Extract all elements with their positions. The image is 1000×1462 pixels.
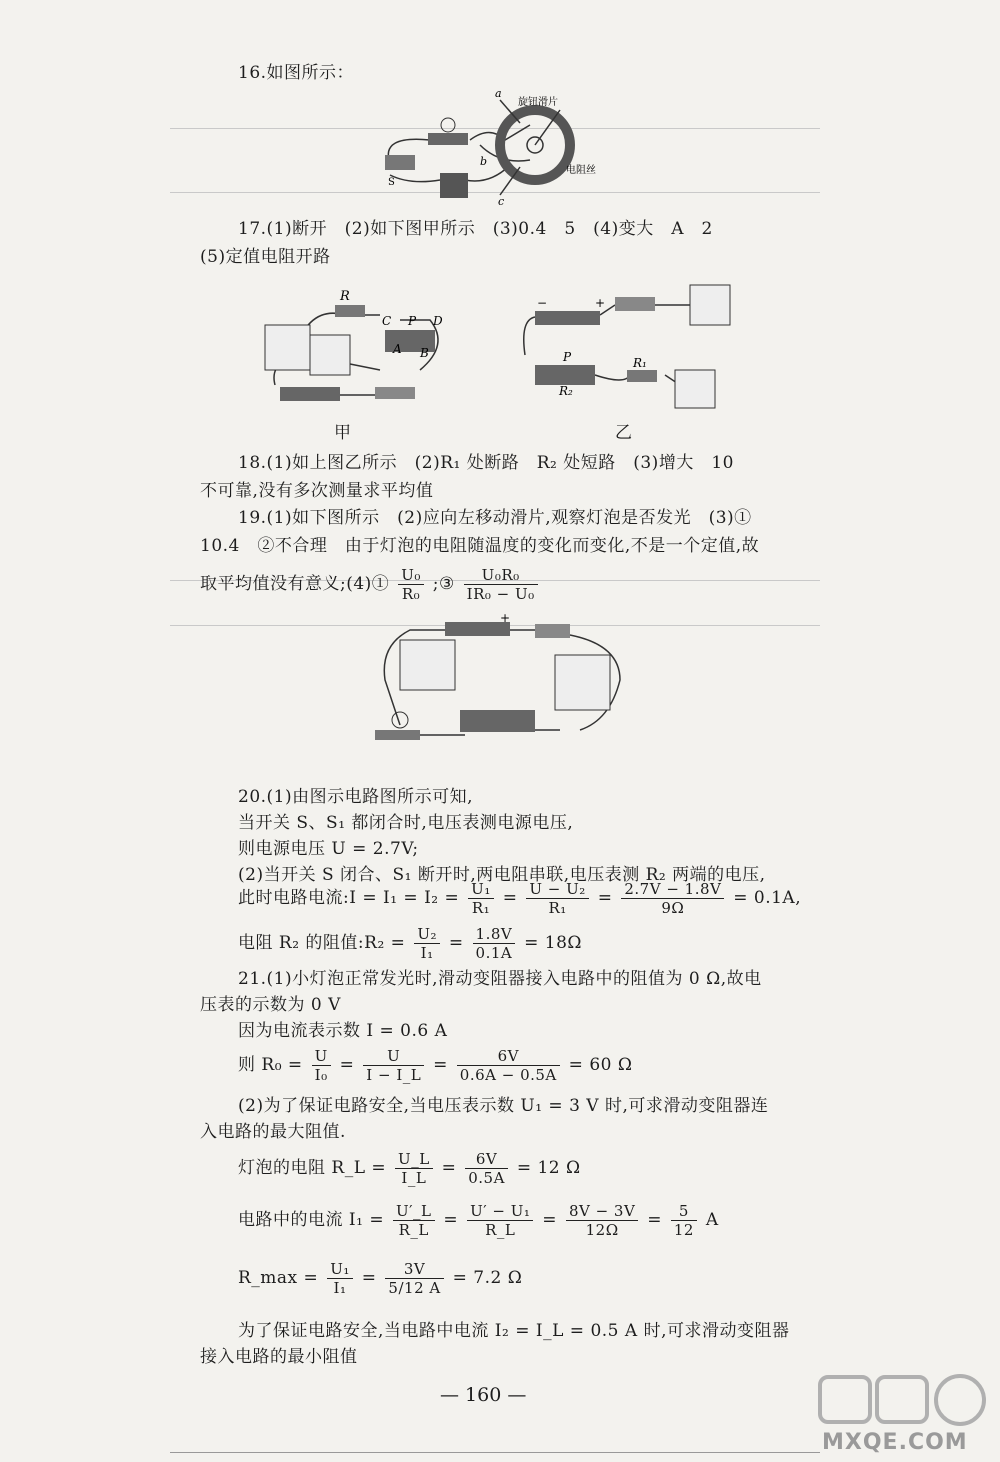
fraction: [566, 1202, 638, 1239]
fraction: [473, 925, 516, 962]
frac-num: U₀R₀: [464, 566, 538, 585]
frac-den: 0.5A: [468, 1169, 505, 1187]
q21-line8-suffix: A: [705, 1210, 719, 1230]
q19-line3-mid: ;③: [432, 574, 455, 594]
frac-num: 6V: [457, 1047, 560, 1066]
q17-figure-jia: [250, 275, 480, 410]
frac-num: 2.7V − 1.8V: [621, 880, 724, 899]
frac-den: 5/12 A: [388, 1279, 441, 1297]
equals: =: [542, 1210, 558, 1230]
q20-line6-prefix: 电阻 R₂ 的阻值:R₂ =: [238, 933, 406, 953]
equals: =: [443, 1210, 459, 1230]
frac-den: 12: [673, 1221, 694, 1239]
q20-line6-suffix: = 18Ω: [524, 933, 583, 953]
frac-num: 3V: [385, 1260, 443, 1279]
yi-label-minus: −: [537, 296, 548, 310]
q21-line2: 压表的示数为 0 V: [200, 995, 341, 1015]
frac-den: R₁: [471, 899, 491, 917]
frac-den: I_L: [401, 1169, 427, 1187]
yi-label-r1: R₁: [633, 356, 647, 370]
q19-fig-plus: +: [500, 611, 511, 625]
q17-figure-yi: [515, 275, 745, 410]
q21-line9-prefix: R_max =: [238, 1268, 319, 1288]
frac-num: 1.8V: [473, 925, 516, 944]
jia-label-p: P: [408, 314, 417, 328]
q21-line7: [238, 1145, 581, 1191]
frac-den: 12Ω: [585, 1221, 619, 1239]
frac-den: I − I_L: [366, 1066, 422, 1084]
jia-label-d: D: [433, 314, 443, 328]
frac-den: I₀: [314, 1066, 328, 1084]
q16-label-knob: 旋钮滑片: [518, 97, 558, 108]
q20-line3: 则电源电压 U = 2.7V;: [238, 839, 419, 859]
frac-den: R₁: [548, 899, 567, 917]
fraction: [414, 925, 440, 962]
fraction: [393, 1202, 435, 1239]
frac-den: R₀: [401, 585, 421, 603]
q21-line11: 接入电路的最小阻值: [200, 1347, 358, 1367]
equals: =: [441, 1158, 457, 1178]
equals: =: [433, 1055, 448, 1075]
fraction: [327, 1260, 353, 1297]
q20-line5: [238, 875, 801, 921]
q18-line1: 18.(1)如上图乙所示 (2)R₁ 处断路 R₂ 处短路 (3)增大 10: [238, 453, 734, 473]
jia-label-a: A: [393, 342, 402, 356]
q19-line3-prefix: 取平均值没有意义;(4)①: [200, 574, 390, 594]
q20-line5-suffix: = 0.1A,: [733, 888, 802, 908]
q21-line7-suffix: = 12 Ω: [516, 1158, 581, 1178]
yi-label-r2: R₂: [559, 384, 573, 398]
fraction: [621, 880, 724, 917]
q16-label-a: a: [495, 87, 502, 100]
q16-label-wire: 电阻丝: [566, 165, 596, 176]
frac-den: 0.6A − 0.5A: [459, 1066, 557, 1084]
frac-num: U′ − U₁: [467, 1202, 533, 1221]
fraction: [671, 1202, 697, 1239]
q19-circuit-figure: [370, 610, 635, 750]
q19-fraction-2: [464, 566, 538, 603]
q20-line5-prefix: 此时电路电流:I = I₁ = I₂ =: [238, 888, 460, 908]
fraction: [468, 880, 494, 917]
frac-num: 8V − 3V: [566, 1202, 638, 1221]
q16-label-b: b: [480, 155, 488, 168]
q21-line10: 为了保证电路安全,当电路中电流 I₂ = I_L = 0.5 A 时,可求滑动变阻器: [238, 1321, 790, 1341]
q18-line2: 不可靠,没有多次测量求平均值: [200, 481, 434, 501]
q21-line7-prefix: 灯泡的电阻 R_L =: [238, 1158, 387, 1178]
q17-line1: 17.(1)断开 (2)如下图甲所示 (3)0.4 5 (4)变大 A 2: [238, 219, 713, 239]
q21-line4-suffix: = 60 Ω: [568, 1055, 633, 1075]
page-number: — 160 —: [440, 1384, 527, 1406]
fraction: [526, 880, 588, 917]
q19-line3: [200, 566, 541, 603]
q21-line9: [238, 1255, 522, 1301]
fraction: [395, 1150, 433, 1187]
frac-num: U: [363, 1047, 424, 1066]
q21-line4-prefix: 则 R₀ =: [238, 1055, 303, 1075]
fig-caption-jia: 甲: [334, 423, 351, 443]
frac-den: 9Ω: [661, 899, 685, 917]
jia-label-c: C: [382, 314, 392, 328]
jia-label-r: R: [340, 289, 350, 304]
yi-label-plus: +: [595, 296, 606, 310]
frac-num: U_L: [395, 1150, 433, 1169]
equals: =: [647, 1210, 662, 1230]
q21-line4: [238, 1042, 632, 1088]
fig-caption-yi: 乙: [615, 423, 632, 443]
frac-den: I₁: [333, 1279, 347, 1297]
q19-fraction-1: [398, 566, 424, 603]
frac-num: U₁: [327, 1260, 353, 1279]
q16-label-s: S: [388, 177, 395, 188]
q21-line5: (2)为了保证电路安全,当电压表示数 U₁ = 3 V 时,可求滑动变阻器连: [238, 1096, 769, 1116]
fraction: [385, 1260, 443, 1297]
q21-line9-suffix: = 7.2 Ω: [452, 1268, 523, 1288]
frac-den: R_L: [398, 1221, 429, 1239]
frac-num: U: [312, 1047, 331, 1066]
q20-line6: [238, 920, 582, 966]
fraction: [465, 1150, 508, 1187]
q20-line1: 20.(1)由图示电路图所示可知,: [238, 787, 474, 807]
equals: =: [502, 888, 518, 908]
q21-line1: 21.(1)小灯泡正常发光时,滑动变阻器接入电路中的阻值为 0 Ω,故电: [238, 969, 762, 989]
q21-line8-prefix: 电路中的电流 I₁ =: [238, 1210, 385, 1230]
equals: =: [361, 1268, 377, 1288]
q16-label-c: c: [498, 195, 505, 208]
frac-num: 5: [671, 1202, 697, 1221]
q20-line4: (2)当开关 S 闭合、S₁ 断开时,两电阻串联,电压表测 R₂ 两端的电压,: [238, 865, 766, 885]
frac-den: 0.1A: [475, 944, 513, 962]
fraction: [457, 1047, 560, 1084]
yi-label-p: P: [563, 350, 572, 364]
equals: =: [339, 1055, 355, 1075]
fraction: [312, 1047, 331, 1084]
fraction: [363, 1047, 424, 1084]
q19-line2: 10.4 ②不合理 由于灯泡的电阻随温度的变化而变化,不是一个定值,故: [200, 536, 760, 556]
frac-den: IR₀ − U₀: [466, 585, 535, 603]
frac-num: U′_L: [393, 1202, 435, 1221]
frac-den: R_L: [485, 1221, 516, 1239]
frac-num: U₁: [468, 880, 494, 899]
q16-text: 16.如图所示：: [238, 63, 355, 83]
bottom-rule: [170, 1452, 820, 1453]
q16-circuit-figure: [370, 85, 640, 210]
fraction: [467, 1202, 533, 1239]
frac-den: I₁: [420, 944, 434, 962]
q20-line2: 当开关 S、S₁ 都闭合时,电压表测电源电压,: [238, 813, 574, 833]
equals: =: [448, 933, 464, 953]
equals: =: [597, 888, 613, 908]
q21-line3: 因为电流表示数 I = 0.6 A: [238, 1021, 448, 1041]
frac-num: U₂: [414, 925, 440, 944]
q21-line6: 入电路的最大阻值.: [200, 1122, 346, 1142]
jia-label-b: B: [420, 346, 429, 360]
q21-line8: [238, 1197, 719, 1243]
q17-line2: (5)定值电阻开路: [200, 247, 331, 267]
watermark-text: MXQE.COM: [822, 1430, 968, 1455]
frac-num: U₀: [398, 566, 424, 585]
frac-num: 6V: [465, 1150, 508, 1169]
frac-num: U − U₂: [526, 880, 588, 899]
q19-line1: 19.(1)如下图所示 (2)应向左移动滑片,观察灯泡是否发光 (3)①: [238, 508, 752, 528]
